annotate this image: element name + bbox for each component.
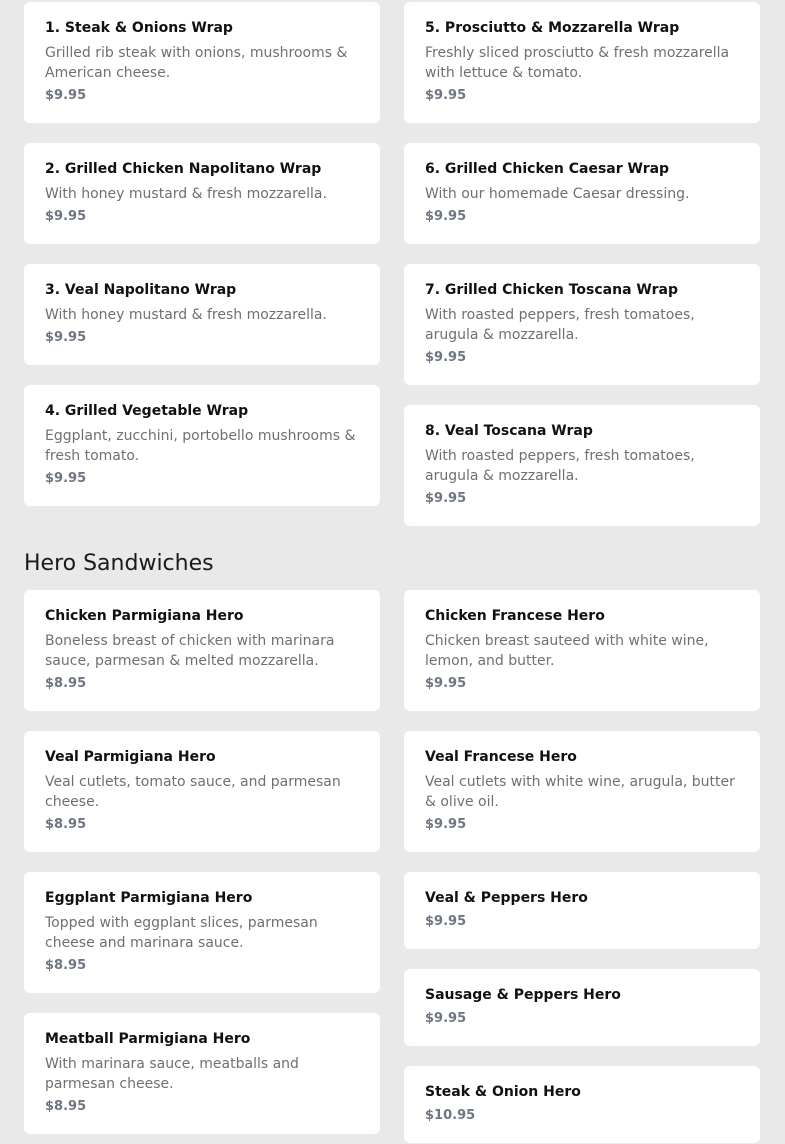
menu-item-price: $8.95: [45, 817, 87, 832]
menu-item-price: $9.95: [425, 817, 467, 832]
menu-item-price: $8.95: [45, 1099, 87, 1114]
menu-item-description: Freshly sliced prosciutto & fresh mozzarella with lettuce & tomato.: [425, 45, 730, 81]
menu-item-description: Eggplant, zucchini, portobello mushrooms & fresh tomato.: [45, 428, 356, 464]
menu-item-card[interactable]: [24, 2, 380, 123]
menu-item-title: 8. Veal Toscana Wrap: [425, 423, 593, 439]
menu-item-price: $9.95: [425, 1011, 467, 1026]
menu-item-description: Chicken breast sauteed with white wine, lemon, and butter.: [425, 633, 709, 669]
menu-item-card[interactable]: [24, 1013, 380, 1134]
menu-item-price: $9.95: [425, 914, 467, 929]
menu-item-price: $8.95: [45, 958, 87, 973]
menu-item-description: With roasted peppers, fresh tomatoes, arugula & mozzarella.: [425, 448, 695, 484]
menu-item-description: With our homemade Caesar dressing.: [425, 186, 690, 202]
menu-item-description: Veal cutlets, tomato sauce, and parmesan cheese.: [45, 774, 341, 810]
menu-item-description: With roasted peppers, fresh tomatoes, arugula & mozzarella.: [425, 307, 695, 343]
menu-item-card[interactable]: [404, 590, 760, 711]
menu-item-title: Sausage & Peppers Hero: [425, 987, 621, 1003]
menu-item-card[interactable]: [24, 143, 380, 244]
menu-item-card[interactable]: [404, 405, 760, 526]
menu-item-description: With honey mustard & fresh mozzarella.: [45, 186, 327, 202]
menu-item-card[interactable]: [404, 1066, 760, 1143]
menu-item-description: Boneless breast of chicken with marinara sauce, parmesan & melted mozzarella.: [45, 633, 335, 669]
menu-item-card[interactable]: [404, 264, 760, 385]
menu-item-card[interactable]: [24, 385, 380, 506]
menu-item-price: $9.95: [425, 209, 467, 224]
menu-item-description: Topped with eggplant slices, parmesan cheese and marinara sauce.: [45, 915, 318, 951]
menu-item-title: Steak & Onion Hero: [425, 1084, 581, 1100]
menu-item-price: $9.95: [425, 350, 467, 365]
menu-item-title: 2. Grilled Chicken Napolitano Wrap: [45, 161, 322, 177]
menu-item-price: $9.95: [45, 471, 87, 486]
menu-item-card[interactable]: [24, 264, 380, 365]
section-title: Hero Sandwiches: [24, 551, 214, 576]
menu-item-title: 7. Grilled Chicken Toscana Wrap: [425, 282, 678, 298]
menu-item-title: 5. Prosciutto & Mozzarella Wrap: [425, 20, 680, 36]
menu-item-price: $8.95: [45, 676, 87, 691]
menu-item-price: $9.95: [45, 209, 87, 224]
menu-item-price: $9.95: [45, 330, 87, 345]
menu-item-title: Meatball Parmigiana Hero: [45, 1031, 251, 1047]
menu-item-card[interactable]: [404, 731, 760, 852]
menu-item-title: Veal Parmigiana Hero: [45, 749, 216, 765]
menu-item-title: Chicken Parmigiana Hero: [45, 608, 244, 624]
menu-item-title: Veal Francese Hero: [425, 749, 577, 765]
menu-item-price: $9.95: [425, 88, 467, 103]
menu-item-card[interactable]: [24, 872, 380, 993]
menu-item-title: 1. Steak & Onions Wrap: [45, 20, 233, 36]
menu-item-description: With honey mustard & fresh mozzarella.: [45, 307, 327, 323]
menu-item-description: Grilled rib steak with onions, mushrooms & American cheese.: [45, 45, 348, 81]
heroes-left-column: [24, 590, 380, 1134]
heroes-right-column: [404, 590, 760, 1143]
menu-item-card[interactable]: [404, 2, 760, 123]
wraps-left-column: [24, 2, 380, 506]
menu-item-price: $9.95: [425, 491, 467, 506]
menu-item-description: With marinara sauce, meatballs and parmesan cheese.: [45, 1056, 299, 1092]
menu-item-price: $9.95: [45, 88, 87, 103]
menu-item-title: 4. Grilled Vegetable Wrap: [45, 403, 249, 419]
menu-item-description: Veal cutlets with white wine, arugula, butter & olive oil.: [425, 774, 735, 810]
menu-item-price: $9.95: [425, 676, 467, 691]
menu-item-title: 6. Grilled Chicken Caesar Wrap: [425, 161, 670, 177]
menu-item-card[interactable]: [404, 969, 760, 1046]
menu-item-title: Chicken Francese Hero: [425, 608, 605, 624]
hero-sandwiches-section: [24, 550, 761, 1143]
menu-item-title: Eggplant Parmigiana Hero: [45, 890, 253, 906]
menu-item-price: $10.95: [425, 1108, 476, 1123]
menu-item-title: Veal & Peppers Hero: [425, 890, 588, 906]
menu-item-title: 3. Veal Napolitano Wrap: [45, 282, 237, 298]
menu-item-card[interactable]: [24, 731, 380, 852]
wraps-section: [24, 2, 761, 526]
menu-item-card[interactable]: [24, 590, 380, 711]
wraps-right-column: [404, 2, 760, 526]
menu-item-card[interactable]: [404, 872, 760, 949]
menu-item-card[interactable]: [404, 143, 760, 244]
